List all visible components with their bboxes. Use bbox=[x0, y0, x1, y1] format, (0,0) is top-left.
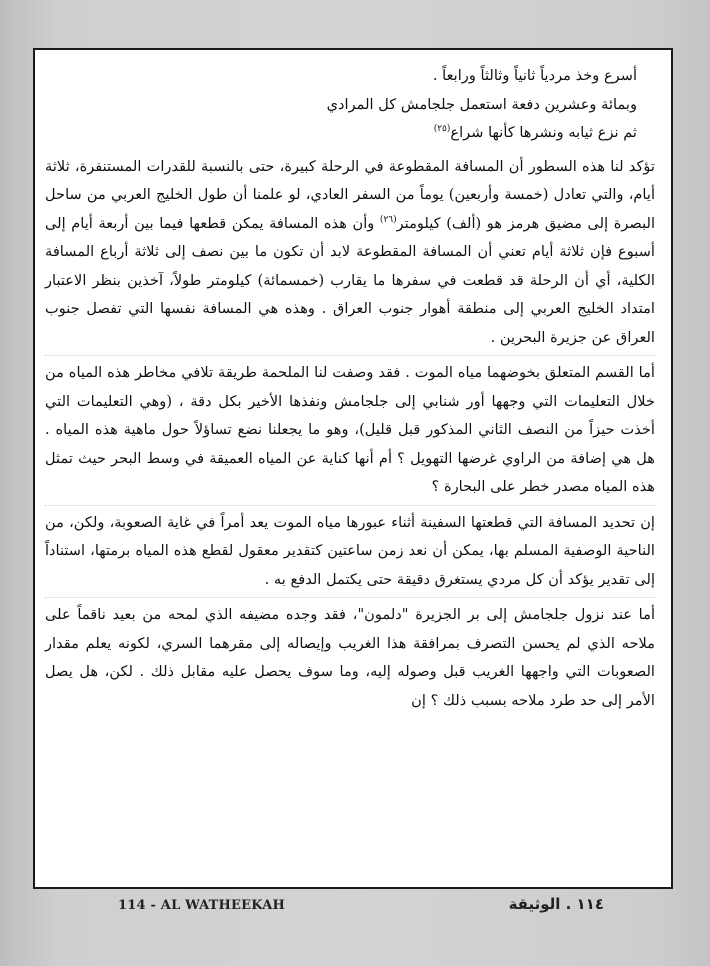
footnote-ref: (٢٦) bbox=[379, 214, 397, 225]
paragraph-1-text-b: وأن هذه المسافة يمكن قطعها فيما بين أربعة أيام إلى أسبوع فإن ثلاثة أيام تعني أن المسافة المقطوعة لابد أن تكون ما بين نصف إلى ثلاثة أرباع المسافة الكلية، أي أن الرحلة قد قطعت في سفرها ما يقارب (خمسمائة) كيلومتر طولاً، آخذين بنظر الاعتبار امتداد الخليج العربي إلى منطقة أهوار جنوب العراق . وهذه هي المسافة نفسها التي تفصل جنوب العراق عن جزيرة البحرين . bbox=[45, 214, 655, 346]
paragraph-1-text-a: تؤكد لنا هذه السطور أن المسافة المقطوعة في الرحلة كبيرة، حتى بالنسبة للقدرات المستنفرة، ثلاثة أيام، والتي تعادل (خمسة وأربعين) يوماً من السفر العادي، لو علمنا أن طول الخليج العربي من ساحل البصرة إلى مضيق هرمز هو (ألف) كيلومتر bbox=[45, 157, 655, 232]
footer-page-label-arabic: ١١٤ . الوثيقة bbox=[508, 895, 604, 913]
paragraph-2: أما القسم المتعلق بخوضهما مياه الموت . فقد وصفت لنا الملحمة طريقة تلافي مخاطر هذه المياه من خلال التعليمات التي وجهها أور شنابي إلى جلجامش ونفذها الأخير بكل دقة ، (وهي التعليمات التي أخذت حيزاً من النصف الثاني المذكور قبل قليل)، وهو ما يجعلنا نضع تساؤلاً حول ماهية هذه المياه . هل هي إضافة من الراوي غرضها التهويل ؟ أم أنها كناية عن المياه العميقة في وسط البحر حيث تمثل هذه المياه مصدر خطر على البحارة ؟ bbox=[45, 364, 655, 495]
verse-line: وبمائة وعشرين دفعة استعمل جلجامش كل المرادي bbox=[326, 95, 637, 113]
paragraph-divider bbox=[45, 355, 655, 356]
paragraph-3: إن تحديد المسافة التي قطعتها السفينة أثناء عبورها مياه الموت يعد أمراً في غاية الصعوبة، ولكن، من الناحية الوصفية المسلم بها، يمكن أن نعد زمن ساعتين كتقدير معقول لقطع هذه المياه برمتها، استناداً إلى تقدير يؤكد أن كل مردي يستغرق دقيقة حتى يكتمل الدفع به . bbox=[45, 513, 655, 588]
paragraph-4: أما عند نزول جلجامش إلى بر الجزيرة "دلمون"، فقد وجده مضيفه الذي لمحه من بعيد ناقماً على ملاحه الذي لم يحسن التصرف بمرافقة هذا الغريب وإيصاله إلى مقرهما السري، لكونه يعلم مقدار الصعوبات التي واجهها الغريب قبل وصوله إليه، وما سوف يحصل عليه مقابل ذلك . لكن، هل يصل الأمر إلى حد طرد ملاحه بسبب ذلك ؟ إن bbox=[45, 606, 655, 709]
footnote-ref: (٢٥) bbox=[433, 124, 451, 135]
verse-text: ثم نزع ثيابه ونشرها كأنها شراع bbox=[450, 124, 637, 141]
verse-line: أسرع وخذ مردياً ثانياً وثالثاً ورابعاً . bbox=[432, 67, 637, 84]
paragraph-1 bbox=[45, 153, 655, 353]
paragraph-divider bbox=[45, 597, 655, 598]
verse-line bbox=[45, 119, 655, 148]
footer-page-label-latin: 114 - AL WATHEEKAH bbox=[118, 898, 285, 913]
paragraph-divider bbox=[45, 505, 655, 506]
article-body bbox=[45, 62, 655, 715]
